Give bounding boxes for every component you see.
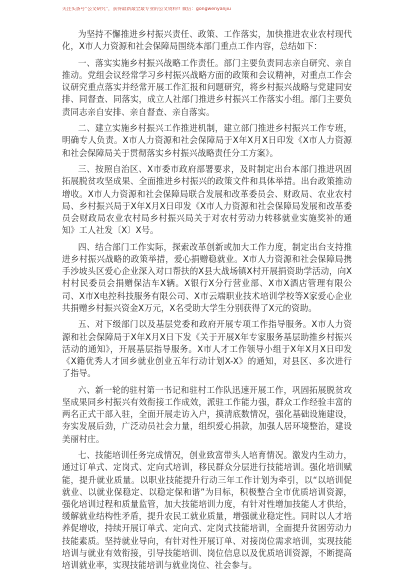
section-1-paragraph: 一、落实实施乡村振兴战略工作责任。部门主要负责同志亲自研究、亲自推动。党组会议经常学习乡村振兴战略方面的政策和会议精神，对重点工作会议研究重点落实并经常开展工作汇报和问题研究，将乡村振兴战略与党建同安排、同督查、同落实，成立人社部门推进乡村振兴工作落实小组。部门主要负责同志亲自安排、亲自督查、亲自落实。 (62, 57, 352, 117)
section-4-paragraph: 四、结合部门工作实际，探索改革创新或加大工作力度，制定出台支持推进乡村振兴战略的政策举措，爱心捐赠稳就业。X市人力资源和社会保障局携手沙坡头区爱心企业深入对口帮扶的X县大战场镇X村开展捐资助学活动，向X村村民委员会捐赠保洁车X辆。X银行X分行营业部、X市X酒店管理有限公司、X市X电控科技服务有限公司、X市云端职业技术培训学校等X家爱心企业共捐赠乡村振兴资金X万元，X名受助大学生分别获得了X元的资助。 (62, 241, 352, 313)
document-body (62, 28, 352, 576)
section-7-paragraph: 七、技能培训任务完成情况，创业致富带头人培育情况。激发内生动力，通过订单式、定岗式、定向式培训，移民群众分层进行技能培训。强化培训赋能，提升就业质量。以职业技能提升行动三年工作计划为牵引，以“以培训促就业、以就业保稳定、以稳定保和谐”为目标，积极整合全市优质培训资源，强化培训过程和质量监管，加大技能培训力度，有针对性增加技能人才供给，缓解就业结构性矛盾，提升农民工就业质量，增强就业稳定性。同时以人才培养促增收，持续开展订单式、定向式、定岗式技能培训，全面提升贫困劳动力技能素质。坚持就业导向，有针对性开展订单、对接岗位需求培训，实现技能培训与就业有效衔接，引导技能培训、岗位信息以及优质培训资源，不断提高培训就业率，实现技能培训与就业岗位、社会参与。 (62, 450, 352, 571)
section-6-paragraph: 六、新一轮的驻村第一书记和驻村工作队迅速开展工作，巩固拓展脱贫攻坚成果同乡村振兴有效衔接工作成效，派驻工作能力强，群众工作经验丰富的两名正式干部入驻，全面开展走访入户，摸清底数情况，强化基础设施建设，夯实发展后劲，广泛动员社会力量，组织爱心捐款，加强人居环境整治，建设美丽村庄。 (62, 384, 352, 444)
section-3-paragraph: 三、按照自治区、X市委市政府部署要求，及时制定出台本部门推进巩固拓展脱贫攻坚成果、全面推进乡村振兴的政策文件和具体举措。出台政策推动增收。X市人力资源和社会保障局联合发展和改革委员会、财政局、农业农村局、乡村振兴局于X年X月X日印发《X市人力资源和社会保障局发展和改革委员会财政局农业农村局乡村振兴局关于对农村劳动力转移就业实施奖补的通知》工人社发〔X〕X号。 (62, 164, 352, 236)
header-banner: 关注头条号“公文研究”，获得最新最全最专业的公文资料!! 微信：gongwenyanjiu (62, 7, 231, 12)
section-2-paragraph: 二、建立实施乡村振兴工作推进机制，建立部门推进乡村振兴工作专班，明确专人负责。X市人力资源和社会保障局于X年X月X日印发《X市人力资源和社会保障局关于贯彻落实乡村振兴战略责任分工方案》。 (62, 123, 352, 158)
section-5-paragraph: 五、对下级部门以及基层党委和政府开展专项工作指导服务。X市人力资源和社会保障局于X年X月X日下发《关于开展X年专家服务基层助推乡村振兴活动的通知》，开展基层指导服务。X市人才工作领导小组于X年X月X日印发《X籍优秀人才回乡就业创业五年行动计划X-X》的通知，对县区、多次进行了指导。 (62, 319, 352, 379)
intro-paragraph: 为坚持不懈推进乡村振兴责任、政策、工作落实，加快推进农业农村现代化，X市人力资源和社会保障局围绕本部门重点工作内容，总结如下： (62, 29, 352, 52)
